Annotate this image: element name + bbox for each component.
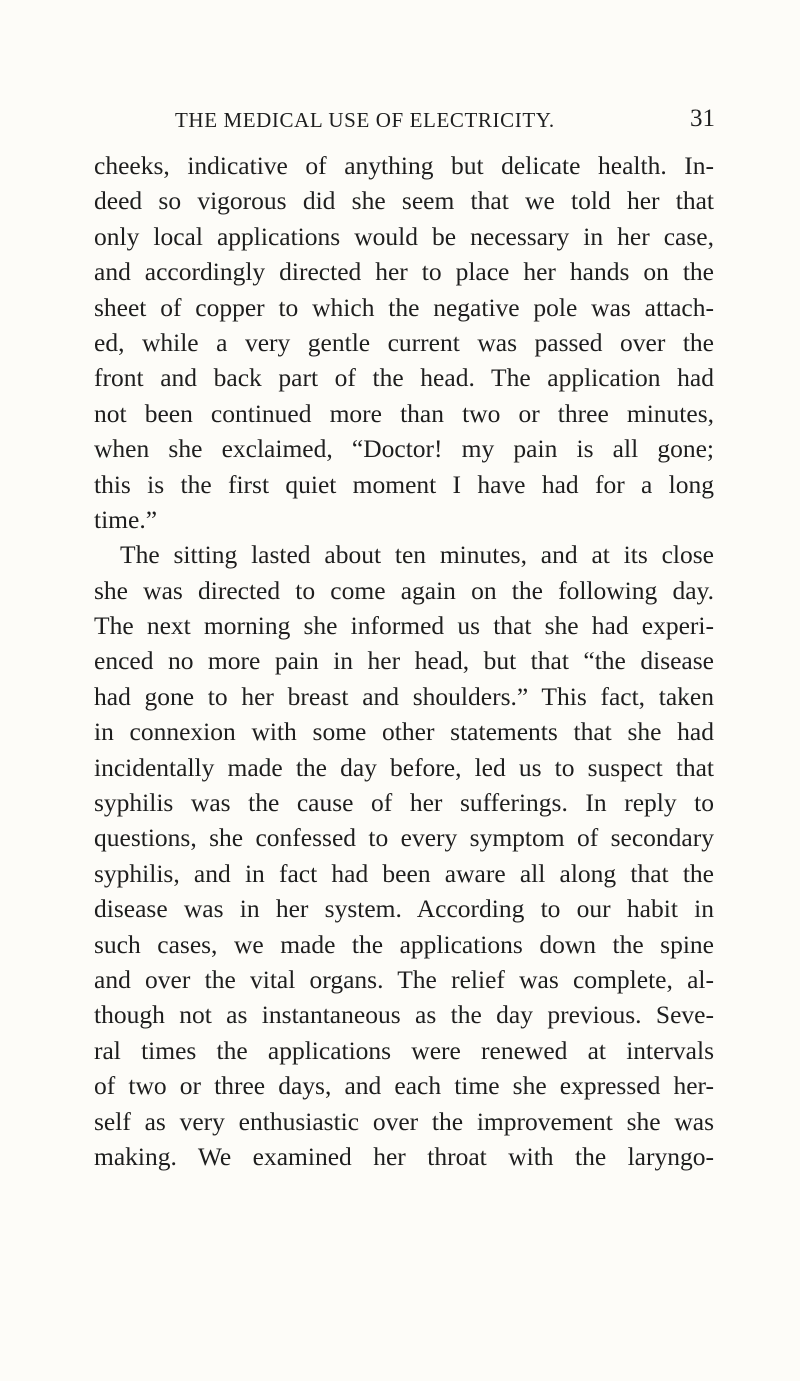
text-line: incidentally made the day before, led us to suspect that (94, 752, 714, 782)
text-line: when she exclaimed, “Doctor! my pain is all gone; (94, 434, 714, 464)
text-line: syphilis, and in fact had been aware all along that the (94, 858, 714, 888)
text-line: of two or three days, and each time she expressed her- (94, 1071, 714, 1101)
text-line: and over the vital organs. The relief was complete, al- (94, 964, 714, 994)
text-line: though not as instantaneous as the day previous. Seve- (94, 1000, 714, 1030)
text-line: front and back part of the head. The application had (94, 363, 714, 393)
text-line: in connexion with some other statements that she had (94, 717, 714, 747)
body-text (94, 148, 714, 1174)
text-line: ral times the applications were renewed at intervals (94, 1035, 714, 1065)
text-line: questions, she confessed to every symptom of secondary (94, 823, 714, 853)
text-line: making. We examined her throat with the laryngo- (94, 1141, 714, 1171)
text-line: such cases, we made the applications down the spine (94, 929, 714, 959)
text-line: sheet of copper to which the negative pole was attach- (94, 292, 714, 322)
text-line: cheeks, indicative of anything but delicate health. In- (94, 151, 714, 180)
text-line: only local applications would be necessary in her case, (94, 221, 714, 251)
text-line: The sitting lasted about ten minutes, and at its close (120, 540, 714, 570)
page-number: 31 (690, 105, 715, 132)
text-line: she was directed to come again on the following day. (94, 575, 714, 605)
text-line: not been continued more than two or three minutes, (94, 398, 714, 428)
text-line: time.” (94, 504, 158, 534)
text-line: deed so vigorous did she seem that we told her that (94, 186, 714, 216)
text-line: self as very enthusiastic over the improvement she was (94, 1106, 714, 1136)
text-line: and accordingly directed her to place her hands on the (94, 257, 714, 287)
running-header (175, 105, 715, 138)
text-line: this is the first quiet moment I have had for a long (94, 469, 714, 499)
running-title: THE MEDICAL USE OF ELECTRICITY. (175, 108, 555, 132)
text-line: The next morning she informed us that she had experi- (94, 611, 714, 641)
text-line: syphilis was the cause of her sufferings. In reply to (94, 788, 714, 818)
text-line: disease was in her system. According to our habit in (94, 894, 714, 924)
text-line: had gone to her breast and shoulders.” This fact, taken (94, 681, 714, 711)
text-line: enced no more pain in her head, but that “the disease (94, 646, 714, 676)
text-line: ed, while a very gentle current was passed over the (94, 327, 714, 357)
